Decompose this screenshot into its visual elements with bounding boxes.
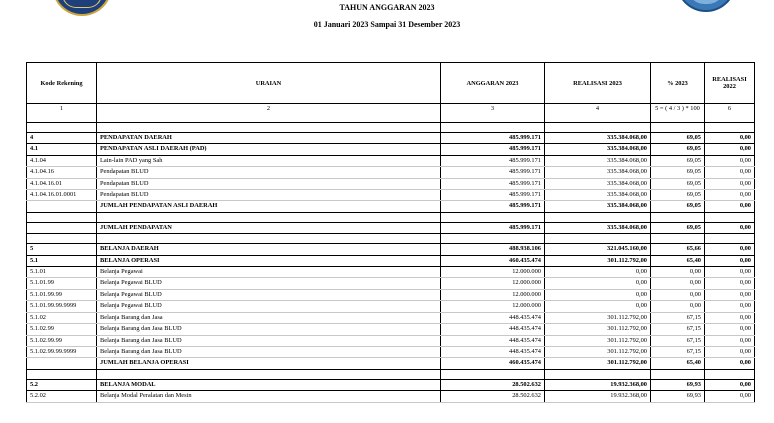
anggaran-cell: 12.000.000 <box>441 289 545 300</box>
anggaran-cell: 28.502.632 <box>441 379 545 390</box>
realisasi-cell: 335.384.068,00 <box>545 133 651 144</box>
anggaran-cell: 448.435.474 <box>441 346 545 357</box>
anggaran-cell: 12.000.000 <box>441 278 545 289</box>
table-row <box>27 155 755 166</box>
spacer-row <box>27 234 755 244</box>
persen-cell: 67,15 <box>651 346 705 357</box>
kode-cell <box>27 201 97 212</box>
anggaran-cell: 485.999.171 <box>441 178 545 189</box>
persen-cell: 0,00 <box>651 278 705 289</box>
empty-cell <box>97 369 441 379</box>
persen-cell: 0,00 <box>651 301 705 312</box>
realisasi-lalu-cell: 0,00 <box>705 267 755 278</box>
uraian-cell: JUMLAH BELANJA OPERASI <box>97 358 441 369</box>
kode-cell: 4 <box>27 133 97 144</box>
persen-cell: 67,15 <box>651 324 705 335</box>
empty-cell <box>97 123 441 133</box>
realisasi-lalu-cell: 0,00 <box>705 178 755 189</box>
realisasi-lalu-cell: 0,00 <box>705 346 755 357</box>
kode-cell: 5.1.02.99.99.9999 <box>27 346 97 357</box>
empty-cell <box>27 123 97 133</box>
persen-cell: 65,40 <box>651 255 705 266</box>
realisasi-lalu-cell: 0,00 <box>705 301 755 312</box>
anggaran-cell: 448.435.474 <box>441 312 545 323</box>
realisasi-cell: 19.932.368,00 <box>545 391 651 402</box>
anggaran-cell: 28.502.632 <box>441 391 545 402</box>
realisasi-cell: 335.384.068,00 <box>545 155 651 166</box>
uraian-cell: JUMLAH PENDAPATAN <box>97 222 441 233</box>
realisasi-lalu-cell: 0,00 <box>705 144 755 155</box>
anggaran-cell: 12.000.000 <box>441 301 545 312</box>
empty-cell <box>705 123 755 133</box>
empty-cell <box>441 212 545 222</box>
realisasi-lalu-cell: 0,00 <box>705 167 755 178</box>
uraian-cell: Belanja Barang dan Jasa BLUD <box>97 324 441 335</box>
persen-cell: 0,00 <box>651 289 705 300</box>
uraian-cell: Belanja Pegawai BLUD <box>97 278 441 289</box>
anggaran-cell: 488.938.106 <box>441 244 545 255</box>
header-realisasi-lalu: REALISASI 2022 <box>705 63 755 104</box>
table-row <box>27 201 755 212</box>
realisasi-cell: 335.384.068,00 <box>545 201 651 212</box>
persen-cell: 69,05 <box>651 201 705 212</box>
kode-cell <box>27 222 97 233</box>
realisasi-lalu-cell: 0,00 <box>705 324 755 335</box>
table-row <box>27 358 755 369</box>
anggaran-cell: 485.999.171 <box>441 155 545 166</box>
empty-cell <box>545 234 651 244</box>
uraian-cell: Belanja Pegawai BLUD <box>97 289 441 300</box>
anggaran-cell: 485.999.171 <box>441 190 545 201</box>
column-index-row <box>27 104 755 123</box>
uraian-cell: Pendapatan BLUD <box>97 178 441 189</box>
budget-realization-table <box>26 62 755 403</box>
uraian-cell: Belanja Modal Peralatan dan Mesin <box>97 391 441 402</box>
realisasi-cell: 335.384.068,00 <box>545 190 651 201</box>
realisasi-lalu-cell: 0,00 <box>705 278 755 289</box>
kode-cell: 5.1.02.99 <box>27 324 97 335</box>
table-row <box>27 267 755 278</box>
realisasi-cell: 19.932.368,00 <box>545 379 651 390</box>
persen-cell: 69,93 <box>651 391 705 402</box>
realisasi-lalu-cell: 0,00 <box>705 190 755 201</box>
realisasi-lalu-cell: 0,00 <box>705 222 755 233</box>
uraian-cell: Belanja Pegawai <box>97 267 441 278</box>
kode-cell: 4.1.04.16 <box>27 167 97 178</box>
anggaran-cell: 485.999.171 <box>441 133 545 144</box>
kode-cell: 5.1.01.99.99 <box>27 289 97 300</box>
empty-cell <box>545 212 651 222</box>
persen-cell: 69,05 <box>651 167 705 178</box>
header-uraian: URAIAN <box>97 63 441 104</box>
table-row <box>27 289 755 300</box>
report-period-title: 01 Januari 2023 Sampai 31 Desember 2023 <box>313 20 461 29</box>
table-row <box>27 335 755 346</box>
empty-cell <box>441 234 545 244</box>
empty-cell <box>705 234 755 244</box>
realisasi-cell: 335.384.068,00 <box>545 167 651 178</box>
persen-cell: 0,00 <box>651 267 705 278</box>
anggaran-cell: 448.435.474 <box>441 335 545 346</box>
realisasi-cell: 335.384.068,00 <box>545 178 651 189</box>
table-row <box>27 379 755 390</box>
index-cell: 1 <box>27 104 97 123</box>
kode-cell: 4.1 <box>27 144 97 155</box>
realisasi-lalu-cell: 0,00 <box>705 255 755 266</box>
index-cell: 4 <box>545 104 651 123</box>
empty-cell <box>651 123 705 133</box>
spacer-row <box>27 369 755 379</box>
header-anggaran: ANGGARAN 2023 <box>441 63 545 104</box>
kode-cell: 5.1.01 <box>27 267 97 278</box>
persen-cell: 69,05 <box>651 133 705 144</box>
persen-cell: 69,05 <box>651 178 705 189</box>
empty-cell <box>97 212 441 222</box>
table-row <box>27 167 755 178</box>
persen-cell: 69,05 <box>651 190 705 201</box>
realisasi-cell: 0,00 <box>545 301 651 312</box>
table-row <box>27 144 755 155</box>
table-row <box>27 301 755 312</box>
uraian-cell: Pendapatan BLUD <box>97 167 441 178</box>
table-row <box>27 178 755 189</box>
anggaran-cell: 460.435.474 <box>441 255 545 266</box>
index-cell: 2 <box>97 104 441 123</box>
kode-cell: 5.1.02 <box>27 312 97 323</box>
persen-cell: 69,93 <box>651 379 705 390</box>
uraian-cell: JUMLAH PENDAPATAN ASLI DAERAH <box>97 201 441 212</box>
anggaran-cell: 485.999.171 <box>441 222 545 233</box>
realisasi-lalu-cell: 0,00 <box>705 201 755 212</box>
report-year-title: TAHUN ANGGARAN 2023 <box>339 3 435 12</box>
kode-cell: 5.2 <box>27 379 97 390</box>
table-row <box>27 244 755 255</box>
realisasi-lalu-cell: 0,00 <box>705 391 755 402</box>
anggaran-cell: 12.000.000 <box>441 267 545 278</box>
uraian-cell: Belanja Barang dan Jasa <box>97 312 441 323</box>
empty-cell <box>705 369 755 379</box>
anggaran-cell: 485.999.171 <box>441 167 545 178</box>
realisasi-cell: 335.384.068,00 <box>545 144 651 155</box>
uraian-cell: PENDAPATAN DAERAH <box>97 133 441 144</box>
realisasi-lalu-cell: 0,00 <box>705 244 755 255</box>
realisasi-lalu-cell: 0,00 <box>705 358 755 369</box>
empty-cell <box>27 234 97 244</box>
index-cell: 5 = ( 4 / 3 ) * 100 <box>651 104 705 123</box>
uraian-cell: Belanja Barang dan Jasa BLUD <box>97 335 441 346</box>
kode-cell: 4.1.04 <box>27 155 97 166</box>
index-cell: 6 <box>705 104 755 123</box>
table-row <box>27 133 755 144</box>
table-row <box>27 255 755 266</box>
uraian-cell: PENDAPATAN ASLI DAERAH (PAD) <box>97 144 441 155</box>
empty-cell <box>27 369 97 379</box>
empty-cell <box>651 369 705 379</box>
persen-cell: 69,05 <box>651 144 705 155</box>
table-row <box>27 222 755 233</box>
empty-cell <box>705 212 755 222</box>
uraian-cell: BELANJA DAERAH <box>97 244 441 255</box>
realisasi-cell: 301.112.792,00 <box>545 312 651 323</box>
kode-cell: 5.1.01.99 <box>27 278 97 289</box>
empty-cell <box>97 234 441 244</box>
realisasi-cell: 0,00 <box>545 289 651 300</box>
kode-cell: 5.1.01.99.99.9999 <box>27 301 97 312</box>
kode-cell: 5.2.02 <box>27 391 97 402</box>
table-row <box>27 391 755 402</box>
empty-cell <box>27 212 97 222</box>
empty-cell <box>651 234 705 244</box>
anggaran-cell: 448.435.474 <box>441 324 545 335</box>
spacer-row <box>27 212 755 222</box>
realisasi-cell: 301.112.792,00 <box>545 335 651 346</box>
persen-cell: 65,40 <box>651 358 705 369</box>
index-cell: 3 <box>441 104 545 123</box>
realisasi-cell: 301.112.792,00 <box>545 324 651 335</box>
realisasi-cell: 0,00 <box>545 267 651 278</box>
empty-cell <box>441 123 545 133</box>
uraian-cell: BELANJA MODAL <box>97 379 441 390</box>
kode-cell: 5.1 <box>27 255 97 266</box>
uraian-cell: Pendapatan BLUD <box>97 190 441 201</box>
realisasi-cell: 335.384.068,00 <box>545 222 651 233</box>
realisasi-cell: 301.112.792,00 <box>545 255 651 266</box>
realisasi-lalu-cell: 0,00 <box>705 312 755 323</box>
persen-cell: 69,05 <box>651 155 705 166</box>
anggaran-cell: 460.435.474 <box>441 358 545 369</box>
empty-cell <box>545 123 651 133</box>
table-row <box>27 324 755 335</box>
realisasi-lalu-cell: 0,00 <box>705 155 755 166</box>
uraian-cell: Belanja Barang dan Jasa BLUD <box>97 346 441 357</box>
empty-cell <box>441 369 545 379</box>
realisasi-lalu-cell: 0,00 <box>705 133 755 144</box>
persen-cell: 67,15 <box>651 335 705 346</box>
realisasi-lalu-cell: 0,00 <box>705 335 755 346</box>
table-row <box>27 312 755 323</box>
kode-cell: 5 <box>27 244 97 255</box>
uraian-cell: Lain-lain PAD yang Sah <box>97 155 441 166</box>
header-row <box>27 63 755 104</box>
kode-cell: 4.1.04.16.01.0001 <box>27 190 97 201</box>
table-row <box>27 278 755 289</box>
realisasi-cell: 301.112.792,00 <box>545 358 651 369</box>
anggaran-cell: 485.999.171 <box>441 201 545 212</box>
spacer-row <box>27 123 755 133</box>
table-row <box>27 190 755 201</box>
kode-cell <box>27 358 97 369</box>
persen-cell: 67,15 <box>651 312 705 323</box>
header-persen: % 2023 <box>651 63 705 104</box>
empty-cell <box>545 369 651 379</box>
realisasi-lalu-cell: 0,00 <box>705 289 755 300</box>
persen-cell: 65,66 <box>651 244 705 255</box>
header-realisasi: REALISASI 2023 <box>545 63 651 104</box>
header-kode-rekening: Kode Rekening <box>27 63 97 104</box>
persen-cell: 69,05 <box>651 222 705 233</box>
kode-cell: 5.1.02.99.99 <box>27 335 97 346</box>
empty-cell <box>651 212 705 222</box>
realisasi-cell: 301.112.792,00 <box>545 346 651 357</box>
table-row <box>27 346 755 357</box>
uraian-cell: Belanja Pegawai BLUD <box>97 301 441 312</box>
realisasi-lalu-cell: 0,00 <box>705 379 755 390</box>
realisasi-cell: 321.045.160,00 <box>545 244 651 255</box>
anggaran-cell: 485.999.171 <box>441 144 545 155</box>
realisasi-cell: 0,00 <box>545 278 651 289</box>
uraian-cell: BELANJA OPERASI <box>97 255 441 266</box>
kode-cell: 4.1.04.16.01 <box>27 178 97 189</box>
